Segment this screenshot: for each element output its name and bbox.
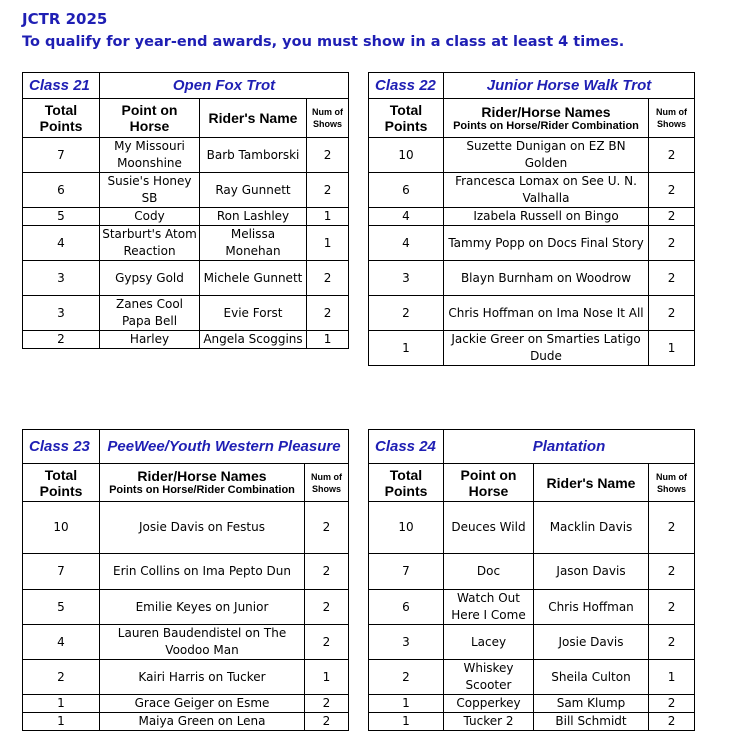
table-row (23, 502, 349, 554)
class-name: Plantation (444, 430, 695, 464)
table-row (369, 138, 695, 173)
rider-horse-cell: Chris Hoffman on Ima Nose It All (444, 296, 649, 331)
shows-cell: 2 (649, 208, 695, 226)
class-21-table (22, 72, 349, 349)
shows-cell: 2 (649, 554, 695, 590)
shows-cell: 2 (305, 713, 349, 731)
class-label: Class 23 (23, 430, 100, 464)
points-cell: 3 (23, 296, 100, 331)
points-cell: 1 (369, 331, 444, 366)
rider-cell: Josie Davis (534, 625, 649, 660)
points-cell: 3 (23, 261, 100, 296)
points-cell: 5 (23, 590, 100, 625)
class-name: PeeWee/Youth Western Pleasure (100, 430, 349, 464)
points-cell: 7 (23, 138, 100, 173)
page-title: JCTR 2025 (22, 10, 108, 28)
horse-cell: Deuces Wild (444, 502, 534, 554)
shows-cell: 2 (307, 138, 349, 173)
rider-cell: Ron Lashley (200, 208, 307, 226)
rider-horse-cell: Josie Davis on Festus (100, 502, 305, 554)
shows-cell: 2 (305, 554, 349, 590)
rider-cell: Ray Gunnett (200, 173, 307, 208)
table-row (369, 173, 695, 208)
horse-cell: Starburt's Atom Reaction (100, 226, 200, 261)
col-header-num-of-shows: Num of Shows (305, 464, 349, 502)
table-row (369, 554, 695, 590)
rider-horse-cell: Maiya Green on Lena (100, 713, 305, 731)
rider-horse-names-title: Rider/Horse Names (481, 103, 611, 120)
table-row (23, 625, 349, 660)
points-cell: 7 (23, 554, 100, 590)
table-row (23, 261, 349, 296)
shows-cell: 1 (307, 331, 349, 349)
class-label: Class 22 (369, 73, 444, 99)
col-header-rider-horse-names (444, 99, 649, 138)
table-row (369, 660, 695, 695)
shows-cell: 2 (649, 226, 695, 261)
class-name: Junior Horse Walk Trot (444, 73, 695, 99)
points-cell: 2 (23, 331, 100, 349)
shows-cell: 1 (307, 208, 349, 226)
shows-cell: 2 (307, 173, 349, 208)
horse-cell: Tucker 2 (444, 713, 534, 731)
col-header-total-points: Total Points (369, 99, 444, 138)
col-header-point-on-horse: Point on Horse (444, 464, 534, 502)
rider-horse-cell: Tammy Popp on Docs Final Story (444, 226, 649, 261)
shows-cell: 2 (649, 590, 695, 625)
shows-cell: 2 (305, 590, 349, 625)
points-cell: 5 (23, 208, 100, 226)
points-cell: 10 (369, 138, 444, 173)
points-cell: 6 (369, 590, 444, 625)
rider-cell: Macklin Davis (534, 502, 649, 554)
shows-cell: 2 (649, 695, 695, 713)
points-cell: 1 (23, 695, 100, 713)
shows-cell: 1 (649, 660, 695, 695)
rider-horse-cell: Kairi Harris on Tucker (100, 660, 305, 695)
table-row (369, 226, 695, 261)
rider-horse-cell: Blayn Burnham on Woodrow (444, 261, 649, 296)
horse-cell: Copperkey (444, 695, 534, 713)
rider-cell: Barb Tamborski (200, 138, 307, 173)
rider-cell: Melissa Monehan (200, 226, 307, 261)
table-row (369, 502, 695, 554)
col-header-num-of-shows: Num of Shows (649, 464, 695, 502)
table-row (23, 713, 349, 731)
points-cell: 4 (23, 226, 100, 261)
points-cell: 6 (23, 173, 100, 208)
rider-horse-names-note: Points on Horse/Rider Combination (453, 119, 639, 132)
table-row (23, 208, 349, 226)
points-cell: 7 (369, 554, 444, 590)
shows-cell: 2 (649, 625, 695, 660)
col-header-riders-name: Rider's Name (534, 464, 649, 502)
table-row (23, 173, 349, 208)
table-row (23, 226, 349, 261)
horse-cell: Gypsy Gold (100, 261, 200, 296)
table-row (23, 695, 349, 713)
points-cell: 6 (369, 173, 444, 208)
table-row (23, 296, 349, 331)
rider-horse-cell: Francesca Lomax on See U. N. Valhalla (444, 173, 649, 208)
class-24-table (368, 429, 695, 731)
table-row (23, 554, 349, 590)
col-header-total-points: Total Points (23, 99, 100, 138)
points-cell: 3 (369, 625, 444, 660)
horse-cell: Whiskey Scooter (444, 660, 534, 695)
rider-cell: Sam Klump (534, 695, 649, 713)
table-row (369, 695, 695, 713)
rider-horse-names-title: Rider/Horse Names (137, 468, 267, 484)
horse-cell: Doc (444, 554, 534, 590)
class-23-table (22, 429, 349, 731)
points-cell: 10 (369, 502, 444, 554)
class-label: Class 24 (369, 430, 444, 464)
shows-cell: 2 (649, 296, 695, 331)
table-row (23, 138, 349, 173)
class-22-table (368, 72, 695, 366)
shows-cell: 2 (305, 625, 349, 660)
col-header-num-of-shows: Num of Shows (307, 99, 349, 138)
horse-cell: Cody (100, 208, 200, 226)
rider-cell: Sheila Culton (534, 660, 649, 695)
horse-cell: Watch Out Here I Come (444, 590, 534, 625)
horse-cell: Susie's Honey SB (100, 173, 200, 208)
points-cell: 4 (369, 208, 444, 226)
points-cell: 2 (23, 660, 100, 695)
class-label: Class 21 (23, 73, 100, 99)
rider-horse-cell: Jackie Greer on Smarties Latigo Dude (444, 331, 649, 366)
shows-cell: 2 (305, 695, 349, 713)
points-cell: 2 (369, 660, 444, 695)
shows-cell: 2 (305, 502, 349, 554)
points-cell: 1 (369, 695, 444, 713)
col-header-riders-name: Rider's Name (200, 99, 307, 138)
horse-cell: Zanes Cool Papa Bell (100, 296, 200, 331)
rider-cell: Jason Davis (534, 554, 649, 590)
col-header-total-points: Total Points (23, 464, 100, 502)
table-row (23, 660, 349, 695)
shows-cell: 1 (649, 331, 695, 366)
rider-horse-cell: Izabela Russell on Bingo (444, 208, 649, 226)
table-row (369, 713, 695, 731)
points-cell: 1 (23, 713, 100, 731)
table-row (369, 331, 695, 366)
rider-horse-names-note: Points on Horse/Rider Combination (109, 484, 295, 496)
rider-cell: Angela Scoggins (200, 331, 307, 349)
horse-cell: Lacey (444, 625, 534, 660)
col-header-point-on-horse: Point on Horse (100, 99, 200, 138)
table-row (23, 331, 349, 349)
horse-cell: Harley (100, 331, 200, 349)
col-header-rider-horse-names (100, 464, 305, 502)
table-row (369, 625, 695, 660)
col-header-num-of-shows: Num of Shows (649, 99, 695, 138)
table-row (369, 590, 695, 625)
rider-horse-cell: Suzette Dunigan on EZ BN Golden (444, 138, 649, 173)
rider-horse-cell: Grace Geiger on Esme (100, 695, 305, 713)
shows-cell: 2 (649, 261, 695, 296)
points-cell: 2 (369, 296, 444, 331)
rider-cell: Bill Schmidt (534, 713, 649, 731)
shows-cell: 2 (649, 713, 695, 731)
shows-cell: 2 (649, 502, 695, 554)
shows-cell: 2 (649, 173, 695, 208)
table-row (369, 261, 695, 296)
col-header-total-points: Total Points (369, 464, 444, 502)
points-cell: 10 (23, 502, 100, 554)
points-cell: 4 (369, 226, 444, 261)
rider-horse-cell: Emilie Keyes on Junior (100, 590, 305, 625)
rider-horse-cell: Lauren Baudendistel on The Voodoo Man (100, 625, 305, 660)
rider-cell: Chris Hoffman (534, 590, 649, 625)
points-cell: 3 (369, 261, 444, 296)
rider-horse-cell: Erin Collins on Ima Pepto Dun (100, 554, 305, 590)
shows-cell: 2 (307, 261, 349, 296)
shows-cell: 2 (307, 296, 349, 331)
page-subtitle: To qualify for year-end awards, you must show in a class at least 4 times. (22, 34, 625, 50)
shows-cell: 1 (305, 660, 349, 695)
table-row (369, 296, 695, 331)
shows-cell: 1 (307, 226, 349, 261)
table-row (369, 208, 695, 226)
horse-cell: My Missouri Moonshine (100, 138, 200, 173)
rider-cell: Michele Gunnett (200, 261, 307, 296)
class-name: Open Fox Trot (100, 73, 349, 99)
table-row (23, 590, 349, 625)
points-cell: 4 (23, 625, 100, 660)
points-cell: 1 (369, 713, 444, 731)
rider-cell: Evie Forst (200, 296, 307, 331)
shows-cell: 2 (649, 138, 695, 173)
